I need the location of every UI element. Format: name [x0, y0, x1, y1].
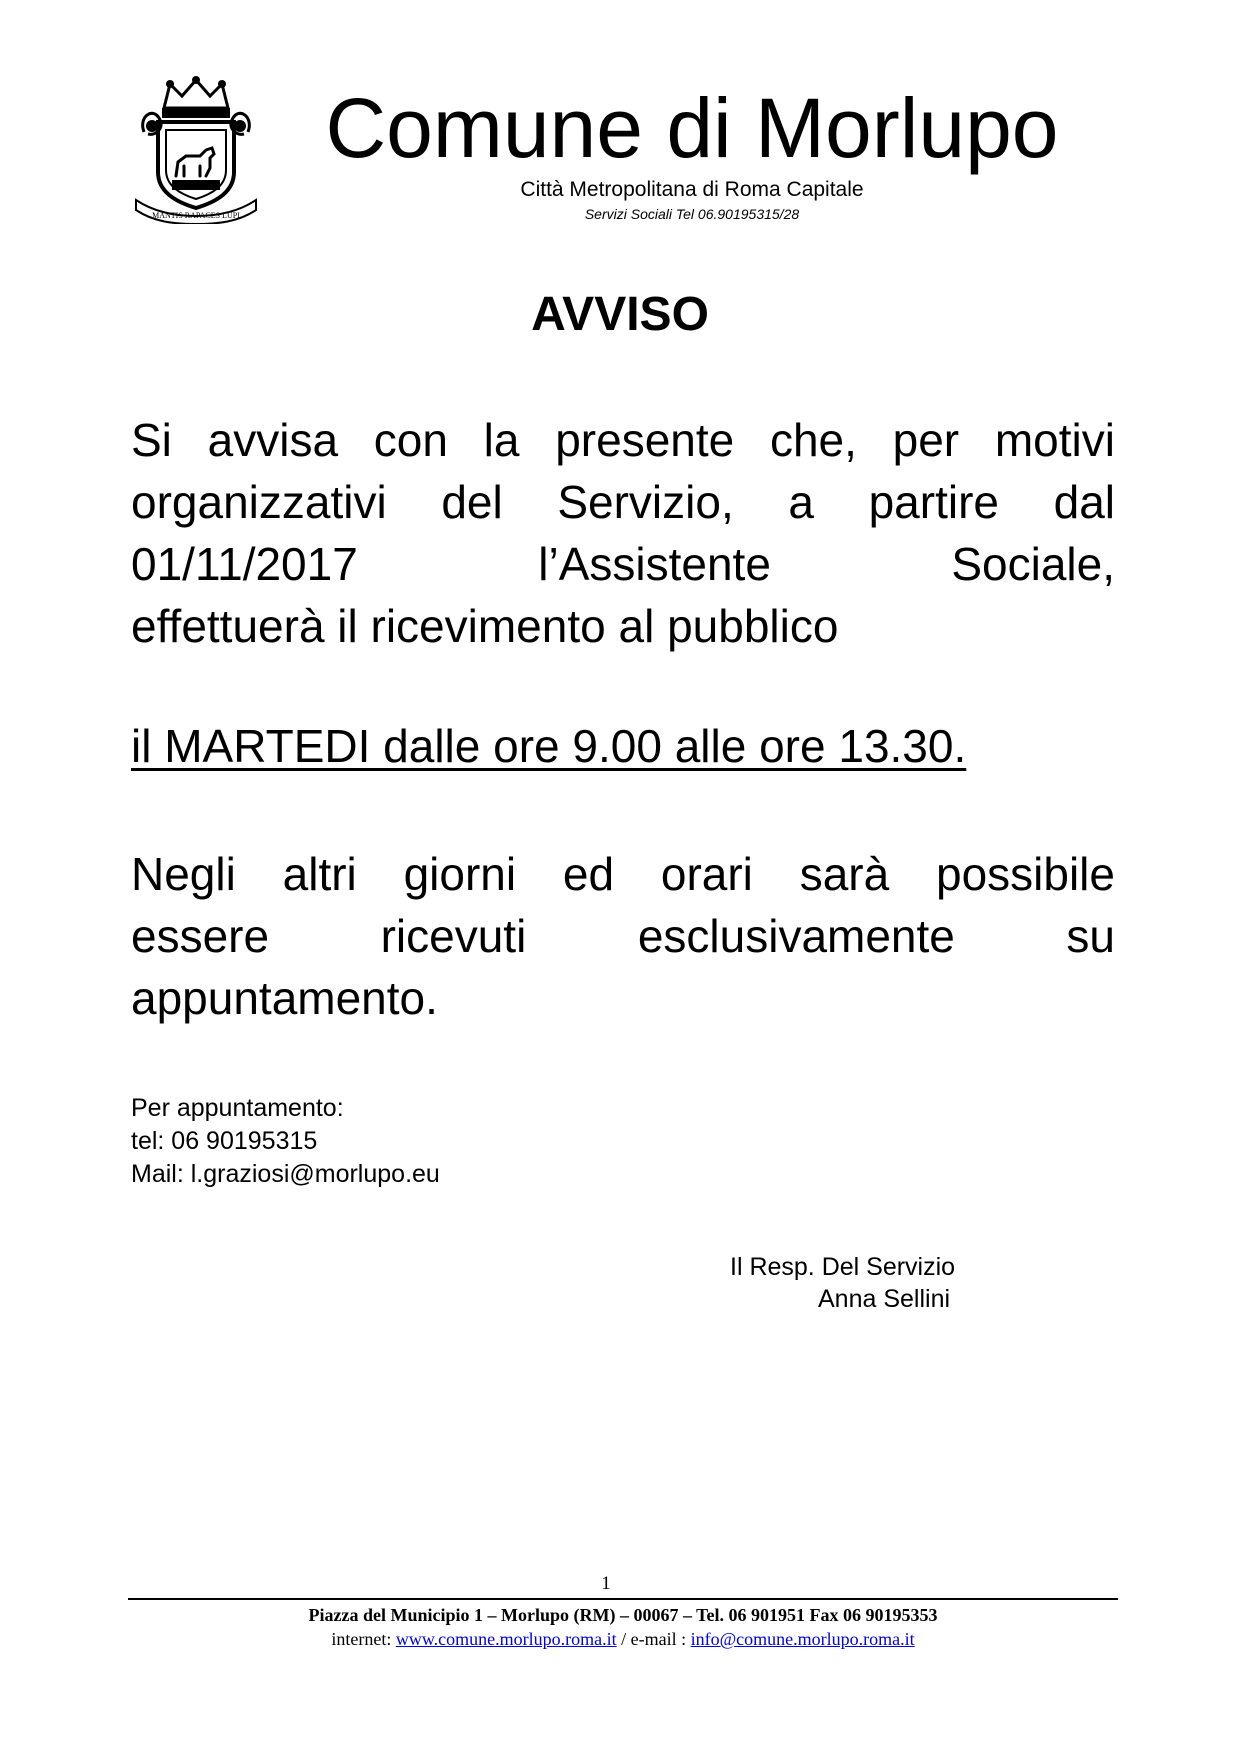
municipality-title: Comune di Morlupo: [325, 81, 1059, 175]
email-link[interactable]: info@comune.morlupo.roma.it: [690, 1629, 915, 1649]
reception-schedule: il MARTEDI dalle ore 9.00 alle ore 13.30.: [131, 720, 967, 772]
appointment-contact: [131, 1092, 440, 1191]
signature-block: [730, 1251, 955, 1315]
footer-address: Piazza del Municipio 1 – Morlupo (RM) – 00067 – Tel. 06 901951 Fax 06 90195353: [308, 1605, 938, 1625]
page-number: 1: [601, 1573, 611, 1594]
office-phone-line: Servizi Sociali Tel 06.90195315/28: [584, 206, 800, 222]
website-link[interactable]: www.comune.morlupo.roma.it: [395, 1629, 617, 1649]
footer-divider: [128, 1598, 1118, 1600]
paragraph-line: 01/11/2017 l’Assistente Sociale,: [131, 538, 1115, 590]
notice-heading: AVVISO: [531, 288, 709, 341]
contact-phone: tel: 06 90195315: [131, 1127, 318, 1155]
paragraph-line: organizzativi del Servizio, a partire dal: [131, 476, 1115, 528]
paragraph-line: appuntamento.: [131, 972, 438, 1024]
notice-paragraph-2: [131, 843, 1115, 1029]
internet-label: internet:: [331, 1629, 396, 1649]
email-separator: / e-mail :: [616, 1629, 691, 1649]
paragraph-line: Negli altri giorni ed orari sarà possibile: [131, 848, 1115, 900]
municipality-subtitle: Città Metropolitana di Roma Capitale: [520, 178, 864, 201]
footer-links: [128, 1627, 1118, 1651]
paragraph-line: Si avvisa con la presente che, per motivi: [131, 414, 1115, 466]
paragraph-line: essere ricevuti esclusivamente su: [131, 910, 1115, 962]
svg-text:MANTIS RAPACES LUPI: MANTIS RAPACES LUPI: [152, 211, 240, 220]
signatory-role: Il Resp. Del Servizio: [730, 1253, 956, 1281]
paragraph-line: effettuerà il ricevimento al pubblico: [131, 600, 839, 652]
contact-label: Per appuntamento:: [131, 1094, 344, 1122]
contact-email: Mail: l.graziosi@morlupo.eu: [131, 1160, 440, 1188]
signatory-name: Anna Sellini: [818, 1285, 951, 1313]
municipal-crest-logo: [134, 76, 258, 224]
notice-paragraph-1: [131, 409, 1115, 657]
